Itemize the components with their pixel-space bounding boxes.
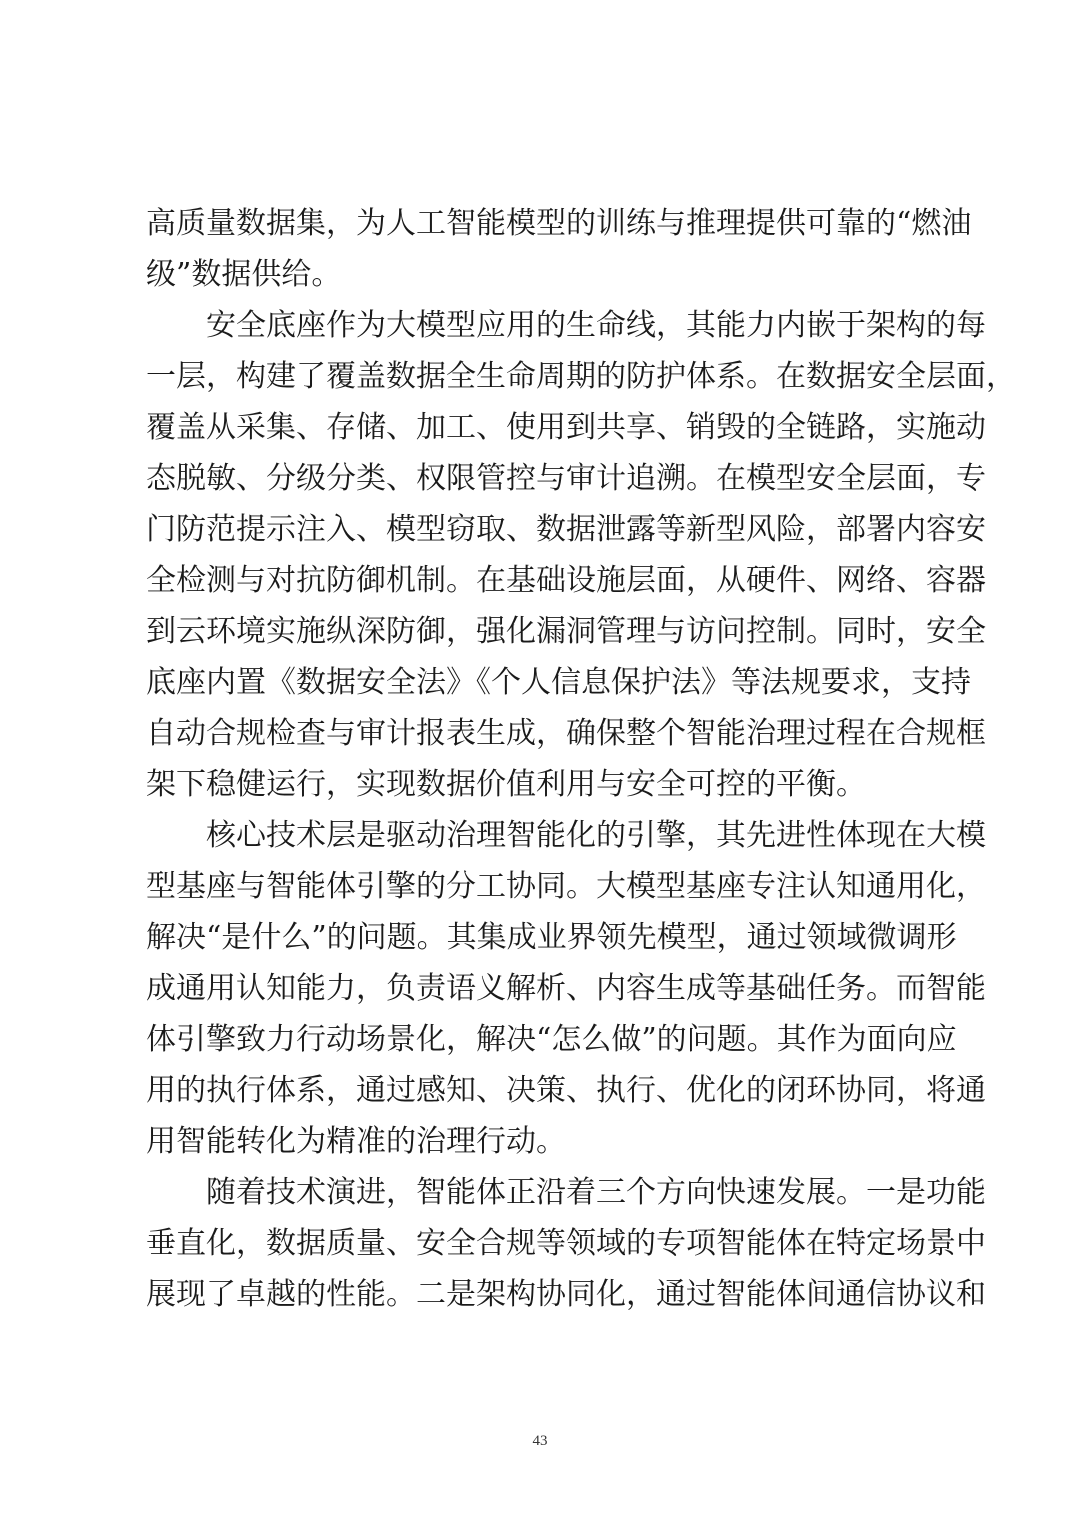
page-number: 43 bbox=[532, 1433, 548, 1449]
text-line: 体引擎致力行动场景化，解决“怎么做”的问题。其作为面向应 bbox=[146, 1022, 957, 1057]
text-line: 核心技术层是驱动治理智能化的引擎，其先进性体现在大模 bbox=[146, 818, 986, 853]
text-line: 垂直化，数据质量、安全合规等领域的专项智能体在特定场景中 bbox=[146, 1226, 986, 1261]
text-line: 用智能转化为精准的治理行动。 bbox=[146, 1124, 566, 1159]
text-line: 一层，构建了覆盖数据全生命周期的防护体系。在数据安全层面， bbox=[146, 359, 1016, 394]
text-line: 门防范提示注入、模型窃取、数据泄露等新型风险，部署内容安 bbox=[146, 512, 986, 547]
text-line: 到云环境实施纵深防御，强化漏洞管理与访问控制。同时，安全 bbox=[146, 614, 986, 649]
text-line: 态脱敏、分级分类、权限管控与审计追溯。在模型安全层面，专 bbox=[146, 461, 986, 496]
text-line: 自动合规检查与审计报表生成，确保整个智能治理过程在合规框 bbox=[146, 716, 986, 751]
text-line: 覆盖从采集、存储、加工、使用到共享、销毁的全链路，实施动 bbox=[146, 410, 986, 445]
paragraph-4 bbox=[146, 1167, 986, 1320]
text-line: 架下稳健运行，实现数据价值利用与安全可控的平衡。 bbox=[146, 767, 866, 802]
text-line: 随着技术演进，智能体正沿着三个方向快速发展。一是功能 bbox=[146, 1175, 986, 1210]
paragraph-1 bbox=[146, 198, 972, 300]
text-line: 型基座与智能体引擎的分工协同。大模型基座专注认知通用化， bbox=[146, 869, 986, 904]
text-line: 安全底座作为大模型应用的生命线，其能力内嵌于架构的每 bbox=[146, 308, 986, 343]
body-text bbox=[146, 198, 1016, 1320]
text-line: 级”数据供给。 bbox=[146, 257, 342, 292]
text-line: 底座内置《数据安全法》《个人信息保护法》等法规要求，支持 bbox=[146, 665, 971, 700]
text-line: 成通用认知能力，负责语义解析、内容生成等基础任务。而智能 bbox=[146, 971, 986, 1006]
paragraph-3 bbox=[146, 810, 986, 1167]
text-line: 用的执行体系，通过感知、决策、执行、优化的闭环协同，将通 bbox=[146, 1073, 986, 1108]
text-line: 高质量数据集，为人工智能模型的训练与推理提供可靠的“燃油 bbox=[146, 206, 972, 241]
text-line: 解决“是什么”的问题。其集成业界领先模型，通过领域微调形 bbox=[146, 920, 957, 955]
paragraph-2 bbox=[146, 300, 1016, 810]
text-line: 全检测与对抗防御机制。在基础设施层面，从硬件、网络、容器 bbox=[146, 563, 986, 598]
text-line: 展现了卓越的性能。二是架构协同化，通过智能体间通信协议和 bbox=[146, 1277, 986, 1312]
